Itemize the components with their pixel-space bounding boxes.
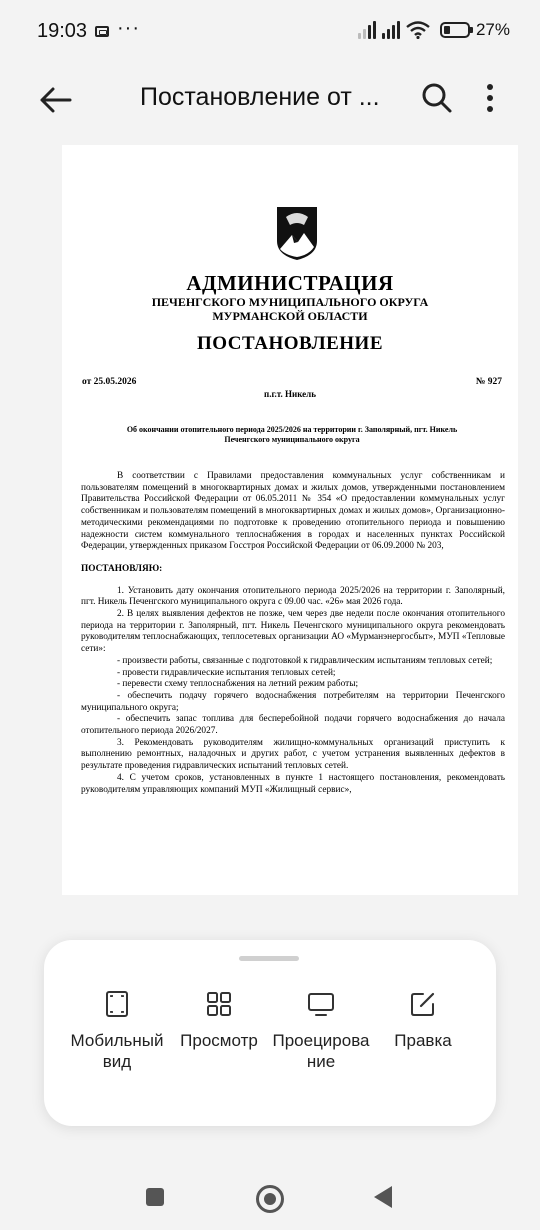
- bullet-5: - обеспечить запас топлива для бесперебойной подачи горячего водоснабжения до начала отопительного периода 2026/2027.: [81, 714, 505, 737]
- view-button[interactable]: [163, 990, 275, 1051]
- projection-label: Проецирова ние: [272, 1031, 370, 1071]
- decree-date: от 25.05.2026: [82, 377, 137, 387]
- edit-button[interactable]: [367, 990, 479, 1051]
- back-triangle-icon[interactable]: [374, 1186, 392, 1208]
- bullet-1: - произвести работы, связанные с подготовкой к гидравлическим испытаниям тепловых сетей;: [117, 655, 493, 666]
- org-subheading-2: МУРМАНСКОЙ ОБЛАСТИ: [212, 309, 368, 323]
- subject-line-1: Об окончании отопительного периода 2025/2026 на территории г. Заполярный, пгт. Никель: [126, 425, 458, 434]
- monitor-icon: [307, 990, 335, 1018]
- signal-icon: [358, 21, 376, 39]
- projection-button[interactable]: [265, 990, 377, 1072]
- wifi-icon: [406, 21, 430, 39]
- battery-percent: 27%: [475, 20, 510, 39]
- recents-square-icon[interactable]: [146, 1188, 164, 1206]
- search-icon[interactable]: [420, 81, 454, 115]
- view-label: Просмотр: [180, 1031, 258, 1050]
- org-subheading-1: ПЕЧЕНГСКОГО МУНИЦИПАЛЬНОГО ОКРУГА: [151, 295, 429, 309]
- home-circle-icon[interactable]: [256, 1185, 284, 1213]
- mobile-view-button[interactable]: [61, 990, 173, 1072]
- decree-body: [81, 471, 505, 796]
- system-nav-bar: [0, 1166, 540, 1230]
- mobile-view-label: Мобильный вид: [70, 1031, 164, 1071]
- sim-card-icon: [95, 26, 109, 37]
- subject-line-2: Печенгского муниципального округа: [224, 435, 360, 444]
- sheet-grabber[interactable]: [239, 956, 299, 961]
- coat-of-arms-icon: [274, 205, 320, 261]
- decree-subject: [92, 425, 492, 445]
- paragraph-3: 3. Рекомендовать руководителям жилищно-коммунальных организаций приступить к выполнению ремонтных, наладочных и других работ, с учетом устранения выявленных дефектов в результате проведения гидравлических испытаний тепловых сетей.: [81, 737, 505, 772]
- mobile-view-icon: [103, 990, 131, 1018]
- signal-2-icon: [382, 21, 400, 39]
- more-vert-icon[interactable]: [478, 80, 502, 116]
- status-time: 19:03: [37, 20, 88, 42]
- intro-paragraph: В соответствии с Правилами предоставления коммунальных услуг собственникам и пользователям помещений в многоквартирных домах и жилых домов, утвержденными постановлением Правительства Российской Федерации от 06.05.2011 № 354 «О предоставлении коммунальных услуг собственникам и пользователям помещений в многоквартирных домах и жилых домов», Организационно-методическими рекомендациями по подготовке к проведению отопительного периода и повышению надежности систем коммунального теплоснабжения в городах и населенных пунктах Российской Федерации, утвержденных приказом Госстроя Российской Федерации от 06.09.2000 № 203,: [81, 471, 505, 552]
- bullet-4: - обеспечить подачу горячего водоснабжения потребителям на территории Печенгского муниципального округа;: [81, 690, 505, 713]
- document-page[interactable]: [62, 145, 518, 895]
- org-heading: АДМИНИСТРАЦИЯ: [186, 271, 394, 295]
- paragraph-4: 4. С учетом сроков, установленных в пункте 1 настоящего постановления, рекомендовать руководителям управляющих компаний МУП «Жилищный сервис»,: [81, 772, 505, 795]
- decree-number: № 927: [475, 377, 502, 387]
- more-notifications-icon: ···: [117, 17, 140, 39]
- battery-icon: [440, 22, 470, 38]
- back-arrow-icon[interactable]: [36, 80, 76, 120]
- bullet-3: - перевести схему теплоснабжения на летний режим работы;: [117, 679, 359, 690]
- bullet-2: - провести гидравлические испытания тепловых сетей;: [117, 667, 336, 678]
- resolve-heading: ПОСТАНОВЛЯЮ:: [81, 563, 163, 574]
- bottom-action-sheet: [44, 940, 496, 1126]
- app-bar: [0, 66, 540, 132]
- grid-view-icon: [205, 990, 233, 1018]
- edit-icon: [409, 990, 437, 1018]
- paragraph-1: 1. Установить дату окончания отопительного периода 2025/2026 на территории г. Заполярный, пгт. Никель Печенгского муниципального округа с 09.00 час. «26» мая 2026 года.: [81, 585, 505, 608]
- document-title: Постановление от ...: [140, 83, 380, 111]
- decree-heading: ПОСТАНОВЛЕНИЕ: [196, 333, 384, 354]
- decree-place: п.г.т. Никель: [264, 389, 316, 399]
- paragraph-2: 2. В целях выявления дефектов не позже, чем через две недели после окончания отопительного периода на территории г. Заполярный, пгт. Никель Печенгского муниципального округа рекомендовать руководителям теплоснабжающих, теплосетевых организации АО «Мурманэнергосбыт», МУП «Тепловые сети»:: [81, 609, 505, 655]
- edit-label: Правка: [394, 1031, 452, 1050]
- status-bar: [0, 0, 540, 64]
